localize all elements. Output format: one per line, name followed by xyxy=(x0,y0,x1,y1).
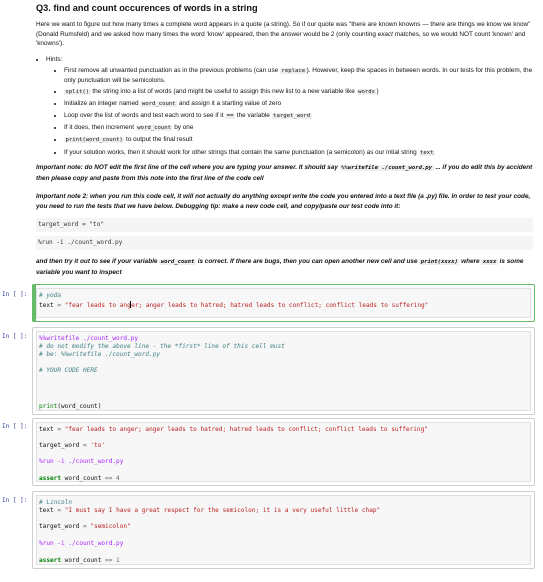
hint-item: • Initialize an integer named word_count and assign it a starting value of zero xyxy=(64,99,536,110)
hints-list xyxy=(36,55,536,160)
cell-prompt: In [ ]: xyxy=(2,497,28,504)
cell-prompt: In [ ]: xyxy=(2,291,28,298)
intro-emphasis: exact xyxy=(377,30,393,38)
code-cell-yoda[interactable] xyxy=(32,284,535,322)
important-note-2: Important note 2: when you run this code cell, it will not actually do anything except write the code you entered into a text file (a .py) file. In order to test your code, you need to run the tests that we have below. Debugging tip: make a new code cell, and copy/paste our test code into it: xyxy=(36,193,531,210)
hint-item: • print(word_count) to output the final result xyxy=(64,135,536,146)
important-note-1: Important note: do NOT edit the first line of the cell where you are typing your answer. It should say %%writefile ./count_word.py ... if you do edit this by accident then please copy and paste from this note into the first line of the code cell xyxy=(36,164,533,182)
snippet-run: %run -i ./count_word.py xyxy=(36,236,533,250)
code-editor[interactable]: %%writefile ./count_word.py # do not modify the above line - the *first* line of this cell must # be: %%writefile ./count_word.py # YOUR CODE HERE print(word_count) xyxy=(36,331,531,411)
cell-prompt: In [ ]: xyxy=(2,423,28,430)
hint-item: • If it does, then increment word_count by one xyxy=(64,123,536,134)
hint-item: • split() the string into a list of words (and might be useful to assign this new list to a new variable like words ) xyxy=(64,87,536,98)
hint-item: • First remove all unwanted punctuation as in the previous problems (can use replace ). However, keep the spaces in between words. In our tests for this problem, the only punctuation will be semicolons. xyxy=(64,66,536,86)
hints-label: Hints: xyxy=(46,56,63,63)
intro-paragraph xyxy=(36,20,536,49)
hint-item: • Loop over the list of words and test each word to see if it == the variable target_word xyxy=(64,111,536,122)
code-editor[interactable]: # yoda text = "fear leads to anger; anger leads to hatred; hatred leads to conflict; conflict leads to suffering" xyxy=(36,288,531,318)
code-cell-test-lincoln[interactable] xyxy=(32,491,535,569)
snippet-target-word: target_word = "to" xyxy=(36,218,533,232)
code-cell-answer[interactable] xyxy=(32,327,535,415)
code-cell-test-yoda[interactable] xyxy=(32,418,535,486)
cell-prompt: In [ ]: xyxy=(2,333,28,340)
debug-tip: and then try it out to see if your variable word_count is correct. If there are bugs, then you can open another new cell and use print(xxxx) where xxxx is some variable you want to inspect xyxy=(36,258,524,276)
code-editor[interactable]: # Lincoln text = "I must say I have a great respect for the semicolon; it is a very useful little chap" target_word = "semicolon" %run -i ./count_word.py assert word_count == 1 xyxy=(36,495,531,565)
question-title: Q3. find and count occurences of words in a string xyxy=(36,3,258,13)
code-editor[interactable]: text = "fear leads to anger; anger leads to hatred; hatred leads to conflict; conflict leads to suffering" target_word = 'to' %run -i ./count_word.py assert word_count == 4 xyxy=(36,422,531,482)
intro-text-2: matches, so we would NOT count 'known' and 'knowns'). xyxy=(36,30,526,47)
hint-item: • If your solution works, then it should work for other strings that contain the same punctuation (a semicolon) as our intial string text xyxy=(64,148,536,159)
intro-text-1: Here we want to figure out how many times a complete word appears in a quote (a string). So if our quote was "there are known knowns — there are things we know we know" (Donald Rumsfeld) and we asked how many times the word 'know' appeared, then the answer would be 2 (only counting xyxy=(36,21,531,38)
